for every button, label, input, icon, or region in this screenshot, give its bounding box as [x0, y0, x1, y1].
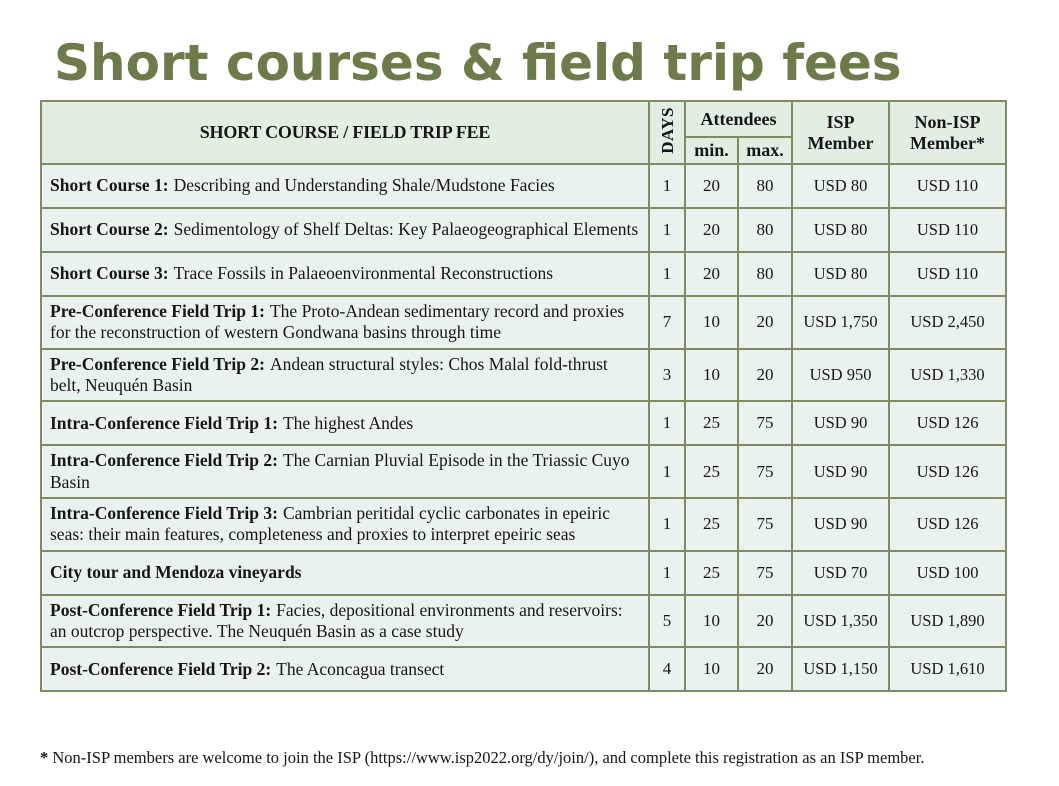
row-days: 1 [649, 252, 685, 296]
row-min-attendees: 10 [685, 349, 738, 402]
days-vertical-label: DAYS [657, 106, 677, 154]
row-non-isp-fee: USD 2,450 [889, 296, 1006, 349]
col-header-isp-member: ISP Member [792, 101, 889, 164]
row-non-isp-fee: USD 1,610 [889, 647, 1006, 691]
row-non-isp-fee: USD 110 [889, 164, 1006, 208]
row-course-cell [41, 498, 649, 551]
row-days: 1 [649, 445, 685, 498]
row-max-attendees: 75 [738, 401, 792, 445]
row-days: 4 [649, 647, 685, 691]
row-course-cell [41, 401, 649, 445]
col-header-attendees: Attendees [685, 101, 792, 137]
row-title: City tour and Mendoza vineyards [50, 562, 302, 583]
table-row [41, 401, 1006, 445]
row-title: Short Course 2: [50, 219, 169, 240]
row-days: 1 [649, 401, 685, 445]
footnote-text: Non-ISP members are welcome to join the ISP (https://www.isp2022.org/dy/join/), and complete this registration as an ISP member. [48, 748, 925, 767]
row-description: Andean structural styles: Chos Malal fold-thrust belt, Neuquén Basin [50, 353, 608, 396]
row-title: Pre-Conference Field Trip 1: [50, 301, 265, 321]
row-days: 5 [649, 595, 685, 648]
row-non-isp-fee: USD 126 [889, 401, 1006, 445]
col-header-max: max. [738, 137, 792, 164]
row-min-attendees: 20 [685, 252, 738, 296]
row-min-attendees: 10 [685, 595, 738, 648]
row-description: The Aconcagua transect [276, 658, 445, 679]
row-isp-fee: USD 90 [792, 498, 889, 551]
row-min-attendees: 25 [685, 551, 738, 595]
row-max-attendees: 80 [738, 164, 792, 208]
row-description: The Carnian Pluvial Episode in the Triassic Cuyo Basin [50, 450, 630, 492]
row-course-cell [41, 595, 649, 648]
row-isp-fee: USD 950 [792, 349, 889, 402]
row-title: Intra-Conference Field Trip 3: [50, 503, 278, 524]
table-row [41, 595, 1006, 648]
row-title: Intra-Conference Field Trip 2: [50, 450, 278, 471]
row-days: 1 [649, 551, 685, 595]
fees-table [40, 100, 1007, 692]
row-days: 7 [649, 296, 685, 349]
row-course-cell [41, 647, 649, 691]
row-max-attendees: 80 [738, 252, 792, 296]
row-isp-fee: USD 1,350 [792, 595, 889, 648]
row-max-attendees: 20 [738, 349, 792, 402]
row-description: Facies, depositional environments and reservoirs: an outcrop perspective. The Neuquén Basin as a case study [50, 599, 623, 642]
row-title: Post-Conference Field Trip 1: [50, 599, 272, 620]
row-min-attendees: 10 [685, 296, 738, 349]
row-max-attendees: 20 [738, 595, 792, 648]
row-course-cell [41, 349, 649, 402]
row-min-attendees: 25 [685, 445, 738, 498]
col-header-days [649, 101, 685, 164]
row-days: 1 [649, 164, 685, 208]
row-non-isp-fee: USD 100 [889, 551, 1006, 595]
row-min-attendees: 25 [685, 401, 738, 445]
row-non-isp-fee: USD 126 [889, 498, 1006, 551]
row-title: Post-Conference Field Trip 2: [50, 658, 272, 679]
row-isp-fee: USD 90 [792, 445, 889, 498]
row-non-isp-fee: USD 110 [889, 252, 1006, 296]
row-description: The Proto-Andean sedimentary record and proxies for the reconstruction of western Gondwana basins through time [50, 301, 625, 343]
table-row [41, 208, 1006, 252]
row-isp-fee: USD 1,750 [792, 296, 889, 349]
fees-table-header [41, 101, 1006, 164]
row-non-isp-fee: USD 126 [889, 445, 1006, 498]
row-max-attendees: 20 [738, 647, 792, 691]
row-isp-fee: USD 80 [792, 164, 889, 208]
table-row [41, 164, 1006, 208]
row-max-attendees: 75 [738, 551, 792, 595]
row-description: The highest Andes [282, 412, 414, 433]
row-non-isp-fee: USD 110 [889, 208, 1006, 252]
table-row [41, 349, 1006, 402]
row-min-attendees: 20 [685, 164, 738, 208]
table-row [41, 445, 1006, 498]
row-isp-fee: USD 80 [792, 252, 889, 296]
row-days: 1 [649, 208, 685, 252]
col-header-non-isp-member: Non-ISP Member* [889, 101, 1006, 164]
row-course-cell [41, 551, 649, 595]
row-description: Cambrian peritidal cyclic carbonates in epeiric seas: their main features, completeness and proxies to interpret epeiric seas [50, 503, 610, 545]
table-row [41, 296, 1006, 349]
row-days: 1 [649, 498, 685, 551]
row-max-attendees: 75 [738, 498, 792, 551]
row-isp-fee: USD 90 [792, 401, 889, 445]
footnote [40, 748, 1030, 768]
row-non-isp-fee: USD 1,330 [889, 349, 1006, 402]
row-min-attendees: 25 [685, 498, 738, 551]
row-title: Pre-Conference Field Trip 2: [50, 353, 265, 374]
row-description: Trace Fossils in Palaeoenvironmental Reconstructions [173, 263, 554, 284]
row-title: Short Course 1: [50, 175, 169, 196]
row-isp-fee: USD 80 [792, 208, 889, 252]
row-title: Intra-Conference Field Trip 1: [50, 412, 278, 433]
row-max-attendees: 20 [738, 296, 792, 349]
row-isp-fee: USD 1,150 [792, 647, 889, 691]
fees-table-body [41, 164, 1006, 691]
row-min-attendees: 20 [685, 208, 738, 252]
row-title: Short Course 3: [50, 263, 169, 284]
row-non-isp-fee: USD 1,890 [889, 595, 1006, 648]
col-header-course: SHORT COURSE / FIELD TRIP FEE [41, 101, 649, 164]
row-min-attendees: 10 [685, 647, 738, 691]
row-course-cell [41, 164, 649, 208]
row-course-cell [41, 445, 649, 498]
row-course-cell [41, 208, 649, 252]
row-course-cell [41, 252, 649, 296]
col-header-min: min. [685, 137, 738, 164]
table-row [41, 551, 1006, 595]
table-row [41, 647, 1006, 691]
row-isp-fee: USD 70 [792, 551, 889, 595]
row-max-attendees: 75 [738, 445, 792, 498]
table-row [41, 252, 1006, 296]
row-course-cell [41, 296, 649, 349]
row-max-attendees: 80 [738, 208, 792, 252]
footnote-asterisk: * [40, 748, 49, 767]
table-row [41, 498, 1006, 551]
row-description: Describing and Understanding Shale/Mudstone Facies [173, 175, 555, 196]
page-title: Short courses & field trip fees [54, 33, 902, 92]
row-days: 3 [649, 349, 685, 402]
row-description: Sedimentology of Shelf Deltas: Key Palaeogeographical Elements [173, 219, 639, 240]
